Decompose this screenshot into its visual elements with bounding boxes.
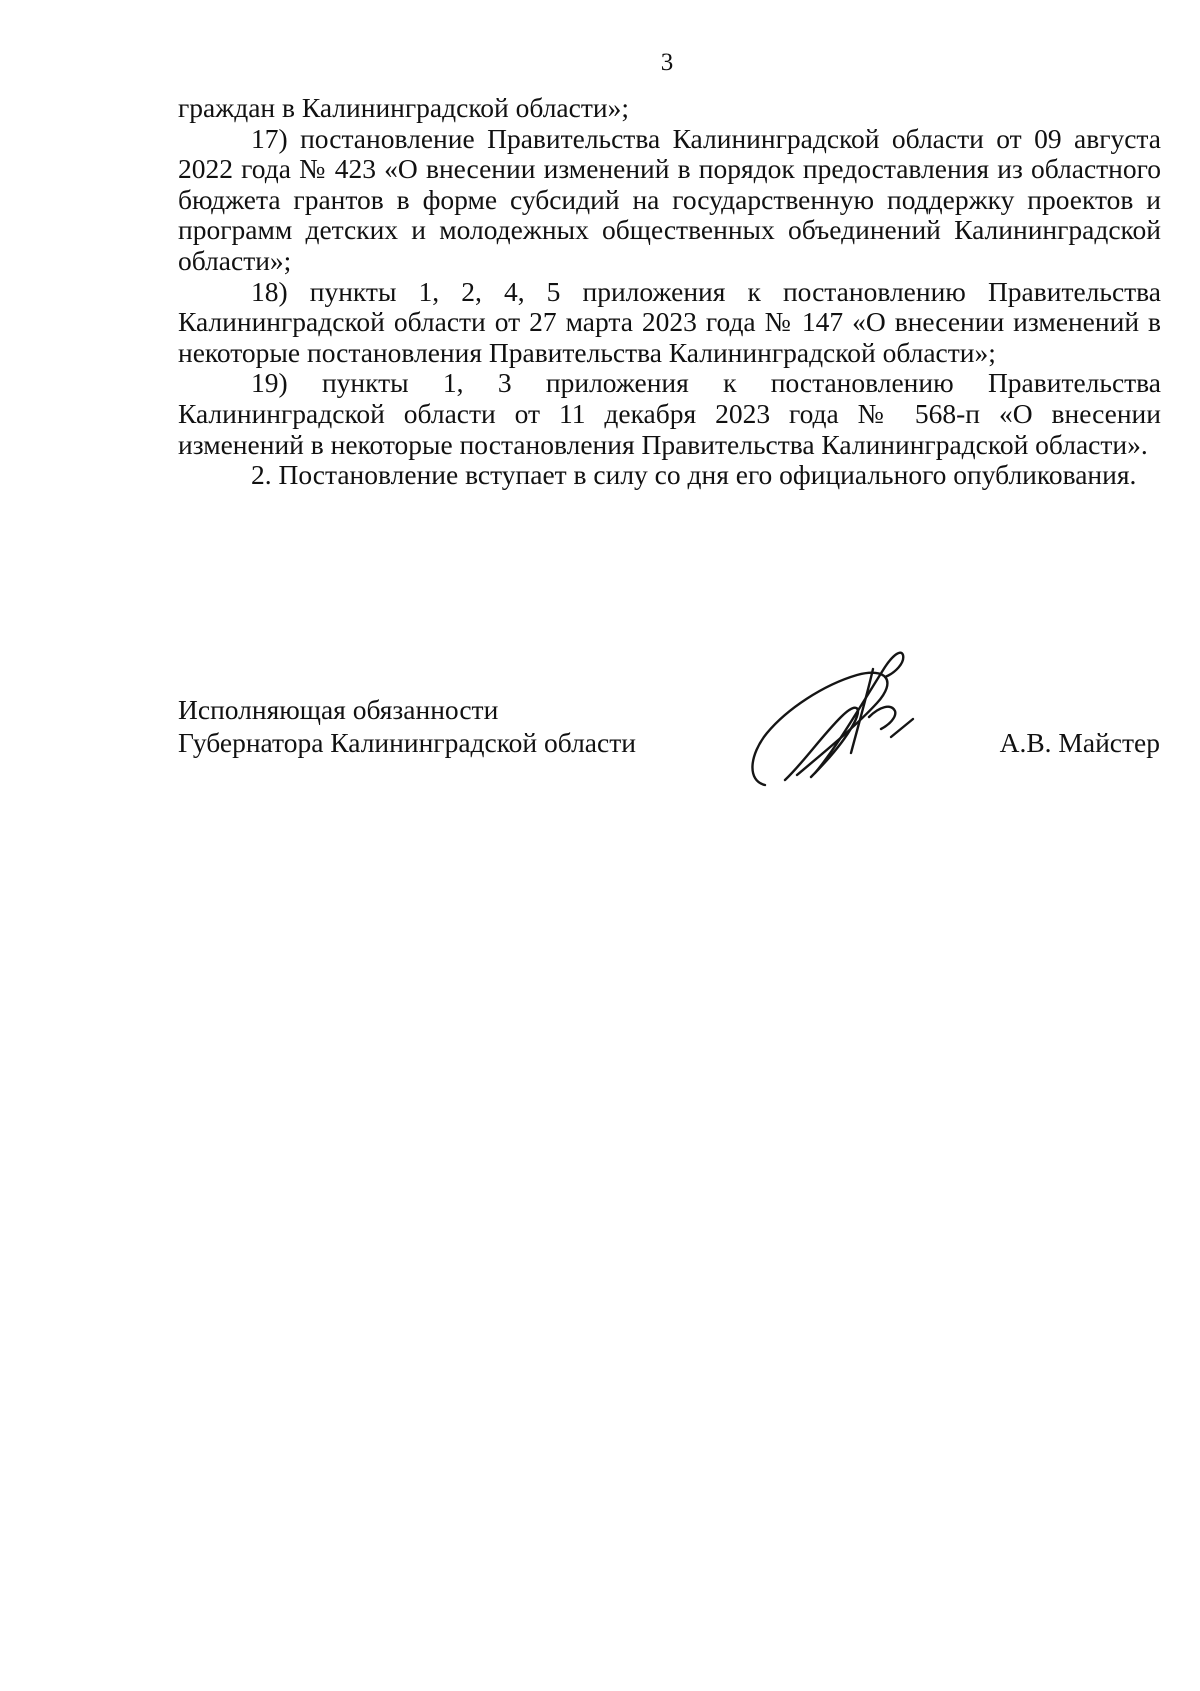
signatory-title xyxy=(178,693,636,759)
signatory-name: А.В. Майстер xyxy=(999,727,1160,758)
signatory-title-line-1: Исполняющая обязанности xyxy=(178,694,499,725)
paragraph-continuation: граждан в Калининградской области»; xyxy=(178,92,629,123)
paragraph-item-17: 17) постановление Правительства Калининградской области от 09 августа 2022 года № 423 «О внесении изменений в порядок предоставления из областного бюджета грантов в форме субсидий на государственную поддержку проектов и программ детских и молодежных общественных объединений Калининградской области»; xyxy=(178,122,1161,276)
paragraph-effective-date: 2. Постановление вступает в силу со дня его официального опубликования. xyxy=(251,459,1137,491)
handwritten-signature xyxy=(745,645,955,795)
page-number: 3 xyxy=(660,49,674,76)
signatory-title-line-2: Губернатора Калининградской области xyxy=(178,727,636,758)
document-body xyxy=(178,93,1161,491)
paragraph-item-19: 19) пункты 1, 3 приложения к постановлению Правительства Калининградской области от 11 декабря 2023 года № 568-п «О внесении изменений в некоторые постановления Правительства Калининградской области». xyxy=(178,367,1161,460)
paragraph-item-18: 18) пункты 1, 2, 4, 5 приложения к постановлению Правительства Калининградской области от 27 марта 2023 года № 147 «О внесении изменений в некоторые постановления Правительства Калининградской области»; xyxy=(178,275,1161,368)
